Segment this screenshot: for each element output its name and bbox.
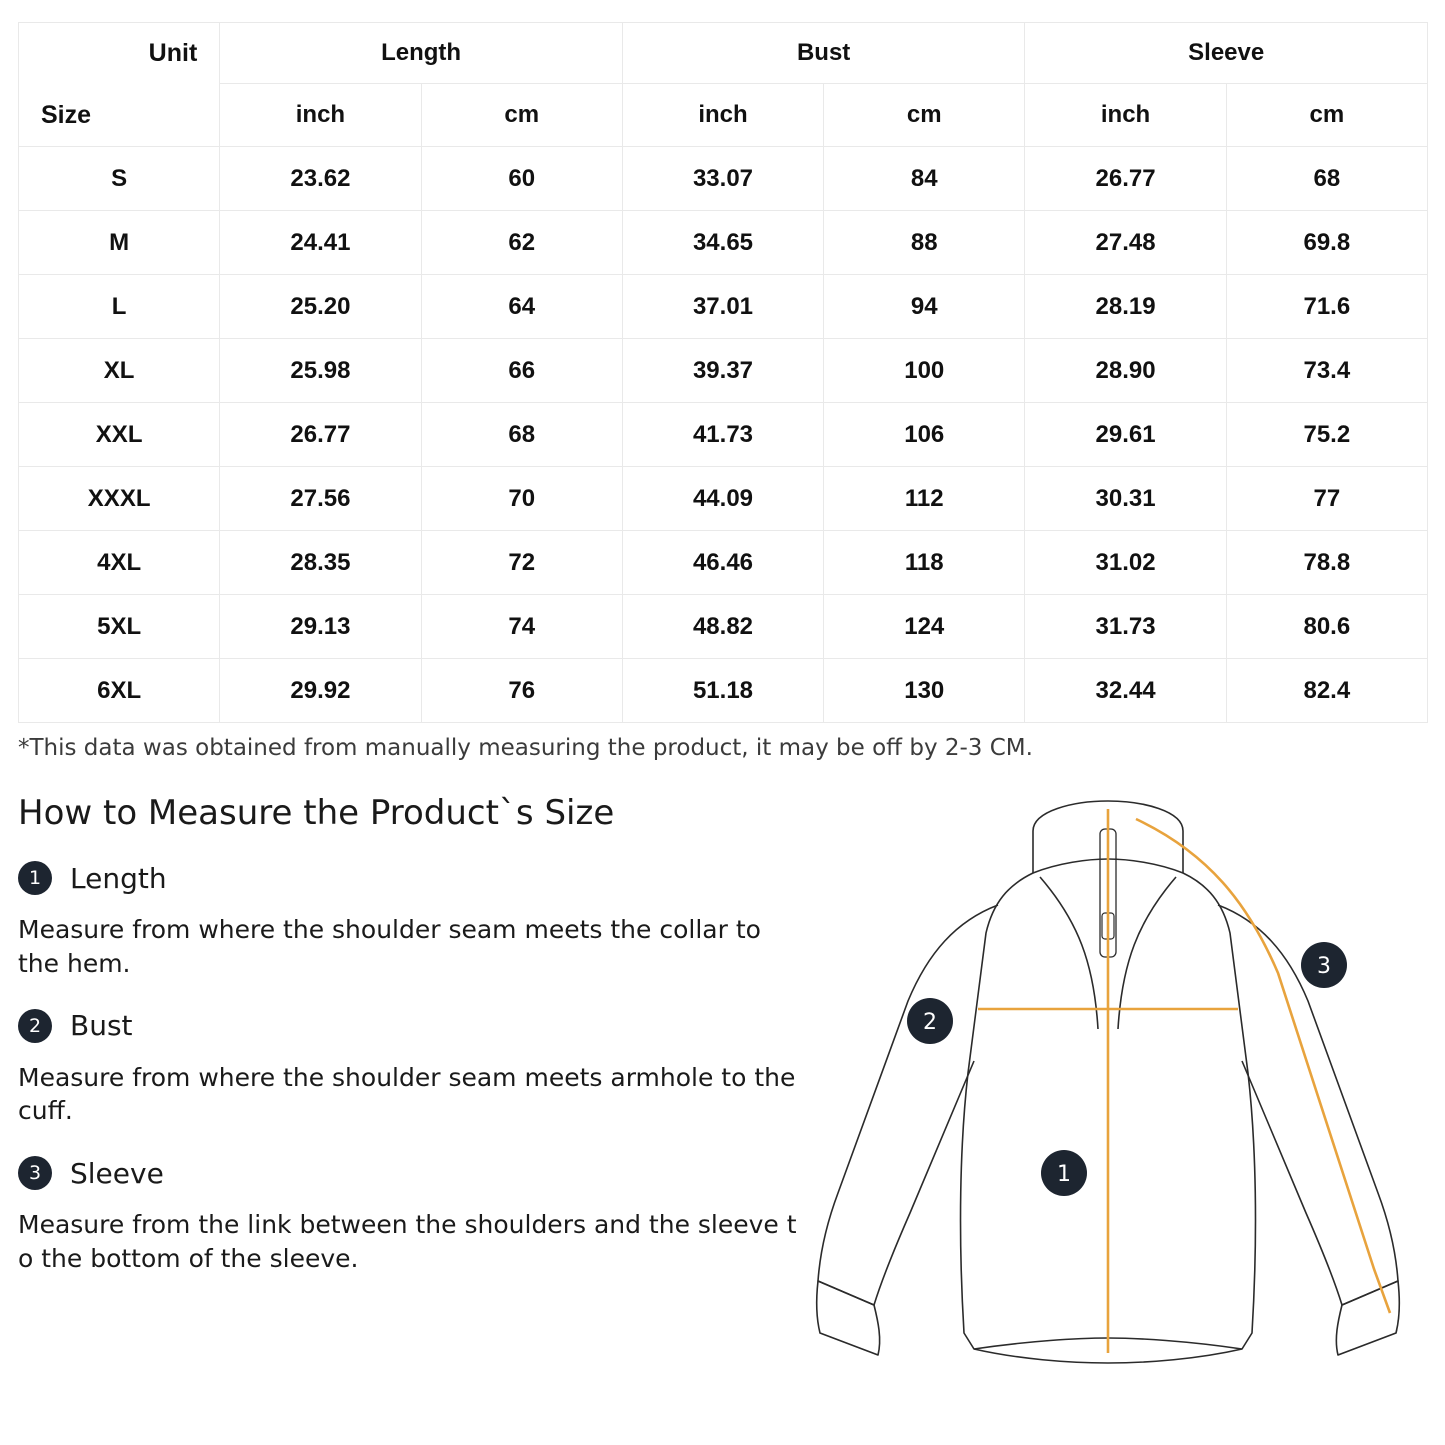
unit-size-corner-cell	[19, 23, 220, 147]
group-header-bust: Bust	[622, 23, 1025, 84]
cell-length-inch: 29.92	[220, 659, 421, 723]
marker-2-label: 2	[923, 1010, 937, 1035]
group-header-sleeve: Sleeve	[1025, 23, 1428, 84]
row-size: XXL	[19, 403, 220, 467]
cell-bust-cm: 124	[824, 595, 1025, 659]
cell-length-cm: 72	[421, 531, 622, 595]
step-title-length: Length	[70, 861, 167, 895]
measure-step-1	[18, 861, 808, 895]
cell-bust-cm: 88	[824, 211, 1025, 275]
step-title-bust: Bust	[70, 1009, 133, 1042]
jacket-illustration-svg	[778, 793, 1438, 1393]
subheader-length-inch: inch	[220, 84, 421, 147]
row-size: L	[19, 275, 220, 339]
subheader-bust-cm: cm	[824, 84, 1025, 147]
table-row	[19, 211, 1428, 275]
cell-sleeve-cm: 73.4	[1226, 339, 1427, 403]
cell-bust-inch: 51.18	[622, 659, 823, 723]
table-row	[19, 339, 1428, 403]
cell-bust-inch: 39.37	[622, 339, 823, 403]
how-to-measure-title: How to Measure the Product`s Size	[18, 793, 615, 833]
cell-bust-inch: 44.09	[622, 467, 823, 531]
table-body	[19, 147, 1428, 723]
measure-step-3	[18, 1156, 808, 1190]
cell-sleeve-inch: 28.90	[1025, 339, 1226, 403]
step-number-badge-2: 2	[18, 1009, 52, 1043]
cell-length-cm: 76	[421, 659, 622, 723]
measure-step-2	[18, 1009, 808, 1043]
measure-steps	[18, 861, 808, 1276]
cell-length-cm: 74	[421, 595, 622, 659]
cell-length-cm: 60	[421, 147, 622, 211]
cell-bust-cm: 118	[824, 531, 1025, 595]
cell-length-cm: 66	[421, 339, 622, 403]
row-size: M	[19, 211, 220, 275]
cell-bust-cm: 94	[824, 275, 1025, 339]
subheader-length-cm: cm	[421, 84, 622, 147]
cell-sleeve-inch: 31.73	[1025, 595, 1226, 659]
table-group-header-row	[19, 23, 1428, 84]
cell-length-inch: 27.56	[220, 467, 421, 531]
row-size: 6XL	[19, 659, 220, 723]
cell-bust-inch: 34.65	[622, 211, 823, 275]
cell-length-cm: 68	[421, 403, 622, 467]
cell-length-inch: 25.98	[220, 339, 421, 403]
marker-1-label: 1	[1057, 1162, 1071, 1187]
row-size: S	[19, 147, 220, 211]
cell-bust-cm: 112	[824, 467, 1025, 531]
cell-sleeve-inch: 30.31	[1025, 467, 1226, 531]
table-header	[19, 23, 1428, 147]
cell-bust-inch: 37.01	[622, 275, 823, 339]
cell-bust-cm: 84	[824, 147, 1025, 211]
cell-sleeve-cm: 80.6	[1226, 595, 1427, 659]
step-title-sleeve: Sleeve	[70, 1156, 164, 1190]
row-size: XL	[19, 339, 220, 403]
cell-length-cm: 62	[421, 211, 622, 275]
cell-sleeve-inch: 28.19	[1025, 275, 1226, 339]
cell-sleeve-inch: 26.77	[1025, 147, 1226, 211]
cell-bust-inch: 33.07	[622, 147, 823, 211]
cell-bust-inch: 46.46	[622, 531, 823, 595]
step-number-badge-1: 1	[18, 861, 52, 895]
step-description-sleeve: Measure from the link between the shoulders and the sleeve t o the bottom of the sleeve.	[18, 1210, 797, 1273]
cell-bust-cm: 130	[824, 659, 1025, 723]
cell-bust-inch: 48.82	[622, 595, 823, 659]
row-size: 4XL	[19, 531, 220, 595]
cell-length-inch: 29.13	[220, 595, 421, 659]
how-to-measure-section	[18, 793, 1428, 1276]
cell-length-cm: 70	[421, 467, 622, 531]
step-description-bust: Measure from where the shoulder seam meets armhole to the cuff.	[18, 1062, 796, 1126]
step-number-badge-3: 3	[18, 1156, 52, 1190]
marker-3-label: 3	[1317, 954, 1331, 979]
table-row	[19, 659, 1428, 723]
table-row	[19, 531, 1428, 595]
cell-length-inch: 24.41	[220, 211, 421, 275]
table-row	[19, 467, 1428, 531]
subheader-sleeve-inch: inch	[1025, 84, 1226, 147]
table-row	[19, 595, 1428, 659]
unit-label: Unit	[148, 39, 198, 67]
cell-sleeve-cm: 82.4	[1226, 659, 1427, 723]
cell-bust-cm: 100	[824, 339, 1025, 403]
subheader-bust-inch: inch	[622, 84, 823, 147]
cell-sleeve-inch: 32.44	[1025, 659, 1226, 723]
table-row	[19, 275, 1428, 339]
row-size: XXXL	[19, 467, 220, 531]
size-chart-table	[18, 22, 1428, 723]
jacket-diagram	[778, 793, 1438, 1393]
cell-length-cm: 64	[421, 275, 622, 339]
cell-bust-cm: 106	[824, 403, 1025, 467]
cell-sleeve-cm: 75.2	[1226, 403, 1427, 467]
cell-length-inch: 25.20	[220, 275, 421, 339]
cell-sleeve-inch: 29.61	[1025, 403, 1226, 467]
cell-sleeve-inch: 27.48	[1025, 211, 1226, 275]
row-size: 5XL	[19, 595, 220, 659]
measurement-disclaimer: *This data was obtained from manually measuring the product, it may be off by 2-3 CM.	[18, 735, 1033, 761]
cell-bust-inch: 41.73	[622, 403, 823, 467]
size-label: Size	[41, 101, 92, 129]
cell-length-inch: 23.62	[220, 147, 421, 211]
cell-sleeve-cm: 69.8	[1226, 211, 1427, 275]
table-row	[19, 403, 1428, 467]
group-header-length: Length	[220, 23, 623, 84]
table-row	[19, 147, 1428, 211]
cell-sleeve-cm: 77	[1226, 467, 1427, 531]
cell-sleeve-inch: 31.02	[1025, 531, 1226, 595]
cell-sleeve-cm: 68	[1226, 147, 1427, 211]
cell-length-inch: 26.77	[220, 403, 421, 467]
cell-length-inch: 28.35	[220, 531, 421, 595]
cell-sleeve-cm: 71.6	[1226, 275, 1427, 339]
table-subheader-row	[19, 84, 1428, 147]
subheader-sleeve-cm: cm	[1226, 84, 1427, 147]
step-description-length: Measure from where the shoulder seam meets the collar to the hem.	[18, 915, 761, 978]
cell-sleeve-cm: 78.8	[1226, 531, 1427, 595]
